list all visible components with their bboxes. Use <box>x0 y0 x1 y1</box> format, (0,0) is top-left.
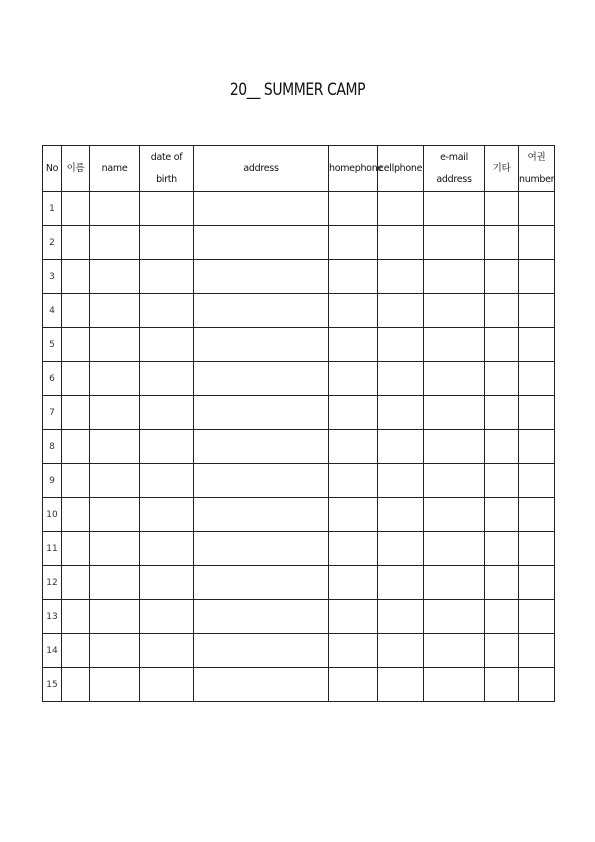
row-number: 4 <box>43 294 62 328</box>
empty-entry-cell[interactable] <box>424 634 485 668</box>
empty-entry-cell[interactable] <box>329 566 378 600</box>
table-row <box>43 328 555 362</box>
page-title: 20__ SUMMER CAMP <box>229 80 366 100</box>
empty-entry-cell[interactable] <box>329 668 378 702</box>
table-row <box>43 634 555 668</box>
empty-entry-cell[interactable] <box>519 430 555 464</box>
empty-entry-cell[interactable] <box>140 566 194 600</box>
empty-entry-cell[interactable] <box>194 464 329 498</box>
table-row <box>43 294 555 328</box>
empty-entry-cell[interactable] <box>519 600 555 634</box>
empty-entry-cell[interactable] <box>519 294 555 328</box>
empty-entry-cell[interactable] <box>485 668 519 702</box>
empty-entry-cell[interactable] <box>424 464 485 498</box>
empty-entry-cell[interactable] <box>424 260 485 294</box>
empty-entry-cell[interactable] <box>62 532 90 566</box>
empty-entry-cell[interactable] <box>62 668 90 702</box>
empty-entry-cell[interactable] <box>519 226 555 260</box>
empty-entry-cell[interactable] <box>519 566 555 600</box>
empty-entry-cell[interactable] <box>485 566 519 600</box>
empty-entry-cell[interactable] <box>424 294 485 328</box>
empty-entry-cell[interactable] <box>62 498 90 532</box>
empty-entry-cell[interactable] <box>194 532 329 566</box>
empty-entry-cell[interactable] <box>62 260 90 294</box>
empty-entry-cell[interactable] <box>378 294 424 328</box>
empty-entry-cell[interactable] <box>378 532 424 566</box>
empty-entry-cell[interactable] <box>194 192 329 226</box>
empty-entry-cell[interactable] <box>140 634 194 668</box>
row-number: 2 <box>43 226 62 260</box>
column-header-name: name <box>90 146 140 192</box>
row-number: 3 <box>43 260 62 294</box>
empty-entry-cell[interactable] <box>378 192 424 226</box>
empty-entry-cell[interactable] <box>485 532 519 566</box>
empty-entry-cell[interactable] <box>194 566 329 600</box>
empty-entry-cell[interactable] <box>424 192 485 226</box>
empty-entry-cell[interactable] <box>329 294 378 328</box>
column-header-no: No <box>43 146 62 192</box>
empty-entry-cell[interactable] <box>424 328 485 362</box>
empty-entry-cell[interactable] <box>90 328 140 362</box>
empty-entry-cell[interactable] <box>140 226 194 260</box>
empty-entry-cell[interactable] <box>519 396 555 430</box>
empty-entry-cell[interactable] <box>90 294 140 328</box>
table-row <box>43 260 555 294</box>
table-row <box>43 600 555 634</box>
table-row <box>43 464 555 498</box>
empty-entry-cell[interactable] <box>485 328 519 362</box>
row-number: 11 <box>43 532 62 566</box>
empty-entry-cell[interactable] <box>424 498 485 532</box>
empty-entry-cell[interactable] <box>485 498 519 532</box>
table-row <box>43 430 555 464</box>
empty-entry-cell[interactable] <box>519 464 555 498</box>
empty-entry-cell[interactable] <box>62 464 90 498</box>
empty-entry-cell[interactable] <box>485 634 519 668</box>
empty-entry-cell[interactable] <box>140 430 194 464</box>
empty-entry-cell[interactable] <box>140 396 194 430</box>
empty-entry-cell[interactable] <box>378 362 424 396</box>
empty-entry-cell[interactable] <box>90 532 140 566</box>
empty-entry-cell[interactable] <box>485 192 519 226</box>
empty-entry-cell[interactable] <box>485 362 519 396</box>
empty-entry-cell[interactable] <box>90 464 140 498</box>
empty-entry-cell[interactable] <box>519 532 555 566</box>
empty-entry-cell[interactable] <box>485 464 519 498</box>
empty-entry-cell[interactable] <box>194 430 329 464</box>
empty-entry-cell[interactable] <box>194 294 329 328</box>
empty-entry-cell[interactable] <box>62 328 90 362</box>
empty-entry-cell[interactable] <box>62 566 90 600</box>
table-row <box>43 532 555 566</box>
empty-entry-cell[interactable] <box>90 668 140 702</box>
row-number: 9 <box>43 464 62 498</box>
empty-entry-cell[interactable] <box>329 464 378 498</box>
empty-entry-cell[interactable] <box>378 600 424 634</box>
empty-entry-cell[interactable] <box>62 600 90 634</box>
empty-entry-cell[interactable] <box>62 294 90 328</box>
row-number: 10 <box>43 498 62 532</box>
column-header-cellphone: cellphone <box>378 146 424 192</box>
empty-entry-cell[interactable] <box>519 362 555 396</box>
empty-entry-cell[interactable] <box>194 362 329 396</box>
table-row <box>43 566 555 600</box>
empty-entry-cell[interactable] <box>519 498 555 532</box>
empty-entry-cell[interactable] <box>194 226 329 260</box>
empty-entry-cell[interactable] <box>485 294 519 328</box>
empty-entry-cell[interactable] <box>378 464 424 498</box>
column-header-date-of-birth: date of birth <box>140 146 194 192</box>
column-header-address: address <box>194 146 329 192</box>
empty-entry-cell[interactable] <box>378 260 424 294</box>
empty-entry-cell[interactable] <box>90 260 140 294</box>
empty-entry-cell[interactable] <box>140 668 194 702</box>
empty-entry-cell[interactable] <box>194 260 329 294</box>
empty-entry-cell[interactable] <box>329 532 378 566</box>
empty-entry-cell[interactable] <box>90 634 140 668</box>
empty-entry-cell[interactable] <box>194 668 329 702</box>
empty-entry-cell[interactable] <box>329 362 378 396</box>
empty-entry-cell[interactable] <box>62 226 90 260</box>
empty-entry-cell[interactable] <box>424 600 485 634</box>
empty-entry-cell[interactable] <box>329 192 378 226</box>
empty-entry-cell[interactable] <box>424 532 485 566</box>
empty-entry-cell[interactable] <box>90 192 140 226</box>
empty-entry-cell[interactable] <box>329 260 378 294</box>
row-number: 13 <box>43 600 62 634</box>
table-row <box>43 362 555 396</box>
column-header-passport-number: 여권 number <box>519 146 555 192</box>
empty-entry-cell[interactable] <box>519 668 555 702</box>
column-header-etc: 기타 <box>485 146 519 192</box>
table-header-row <box>43 146 555 192</box>
empty-entry-cell[interactable] <box>329 498 378 532</box>
registration-table <box>42 145 555 702</box>
empty-entry-cell[interactable] <box>140 328 194 362</box>
empty-entry-cell[interactable] <box>62 362 90 396</box>
empty-entry-cell[interactable] <box>378 328 424 362</box>
empty-entry-cell[interactable] <box>485 600 519 634</box>
empty-entry-cell[interactable] <box>329 328 378 362</box>
column-header-homephone: homephone <box>329 146 378 192</box>
row-number: 12 <box>43 566 62 600</box>
empty-entry-cell[interactable] <box>62 192 90 226</box>
empty-entry-cell[interactable] <box>378 430 424 464</box>
empty-entry-cell[interactable] <box>378 226 424 260</box>
empty-entry-cell[interactable] <box>424 226 485 260</box>
empty-entry-cell[interactable] <box>485 260 519 294</box>
empty-entry-cell[interactable] <box>62 430 90 464</box>
empty-entry-cell[interactable] <box>329 634 378 668</box>
table-row <box>43 226 555 260</box>
empty-entry-cell[interactable] <box>194 328 329 362</box>
row-number: 14 <box>43 634 62 668</box>
empty-entry-cell[interactable] <box>519 260 555 294</box>
empty-entry-cell[interactable] <box>519 328 555 362</box>
empty-entry-cell[interactable] <box>194 634 329 668</box>
empty-entry-cell[interactable] <box>519 634 555 668</box>
empty-entry-cell[interactable] <box>140 600 194 634</box>
empty-entry-cell[interactable] <box>140 362 194 396</box>
column-header-korean-name: 이름 <box>62 146 90 192</box>
table-row <box>43 498 555 532</box>
empty-entry-cell[interactable] <box>378 498 424 532</box>
empty-entry-cell[interactable] <box>424 430 485 464</box>
empty-entry-cell[interactable] <box>140 294 194 328</box>
row-number: 15 <box>43 668 62 702</box>
empty-entry-cell[interactable] <box>194 498 329 532</box>
row-number: 6 <box>43 362 62 396</box>
empty-entry-cell[interactable] <box>90 396 140 430</box>
row-number: 8 <box>43 430 62 464</box>
empty-entry-cell[interactable] <box>519 192 555 226</box>
empty-entry-cell[interactable] <box>485 430 519 464</box>
empty-entry-cell[interactable] <box>140 464 194 498</box>
empty-entry-cell[interactable] <box>424 668 485 702</box>
empty-entry-cell[interactable] <box>378 396 424 430</box>
empty-entry-cell[interactable] <box>329 226 378 260</box>
row-number: 5 <box>43 328 62 362</box>
empty-entry-cell[interactable] <box>90 498 140 532</box>
empty-entry-cell[interactable] <box>90 600 140 634</box>
empty-entry-cell[interactable] <box>194 396 329 430</box>
empty-entry-cell[interactable] <box>424 566 485 600</box>
empty-entry-cell[interactable] <box>90 430 140 464</box>
empty-entry-cell[interactable] <box>424 396 485 430</box>
row-number: 1 <box>43 192 62 226</box>
empty-entry-cell[interactable] <box>90 226 140 260</box>
table-row <box>43 192 555 226</box>
empty-entry-cell[interactable] <box>140 260 194 294</box>
empty-entry-cell[interactable] <box>485 396 519 430</box>
empty-entry-cell[interactable] <box>62 634 90 668</box>
table-row <box>43 396 555 430</box>
empty-entry-cell[interactable] <box>90 566 140 600</box>
table-row <box>43 668 555 702</box>
empty-entry-cell[interactable] <box>140 192 194 226</box>
empty-entry-cell[interactable] <box>378 566 424 600</box>
empty-entry-cell[interactable] <box>140 532 194 566</box>
empty-entry-cell[interactable] <box>378 634 424 668</box>
empty-entry-cell[interactable] <box>329 430 378 464</box>
empty-entry-cell[interactable] <box>90 362 140 396</box>
empty-entry-cell[interactable] <box>424 362 485 396</box>
empty-entry-cell[interactable] <box>194 600 329 634</box>
row-number: 7 <box>43 396 62 430</box>
empty-entry-cell[interactable] <box>62 396 90 430</box>
empty-entry-cell[interactable] <box>140 498 194 532</box>
column-header-email-address: e-mail address <box>424 146 485 192</box>
empty-entry-cell[interactable] <box>329 600 378 634</box>
empty-entry-cell[interactable] <box>378 668 424 702</box>
empty-entry-cell[interactable] <box>485 226 519 260</box>
empty-entry-cell[interactable] <box>329 396 378 430</box>
